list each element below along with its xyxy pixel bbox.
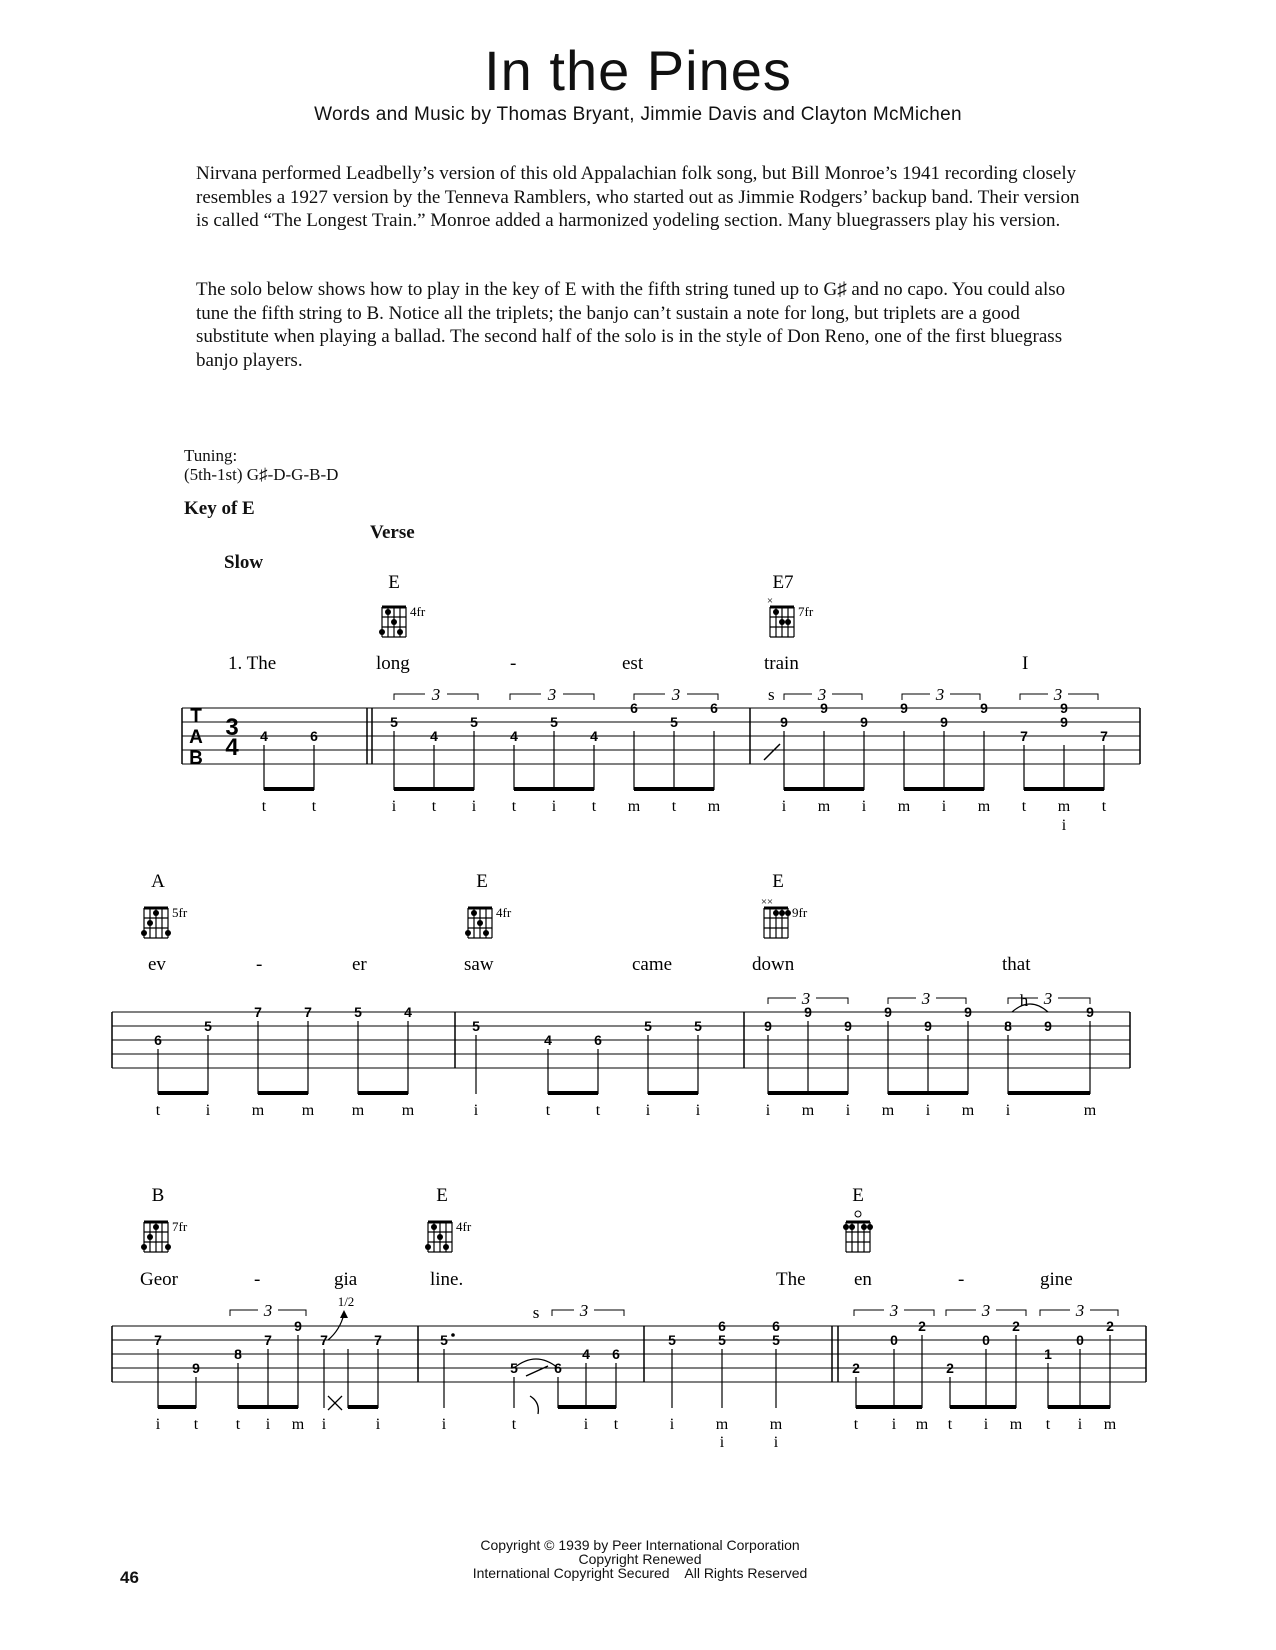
svg-text:t: t [591, 798, 597, 815]
time-signature-top: 3 [225, 714, 239, 741]
svg-text:gia: gia [334, 1269, 358, 1290]
svg-text:5: 5 [550, 714, 558, 730]
svg-text:t: t [947, 1416, 953, 1433]
svg-text:m: m [1009, 1416, 1023, 1433]
lyric: train [764, 653, 799, 674]
svg-text:6: 6 [310, 728, 318, 744]
svg-text:en: en [854, 1269, 872, 1290]
svg-text:2: 2 [946, 1360, 954, 1376]
svg-text:E: E [772, 871, 784, 892]
picking-fingers [156, 1416, 1117, 1451]
copyright-line: International Copyright Secured All Rights Reserved [472, 1565, 808, 1581]
svg-text:m: m [291, 1416, 305, 1433]
svg-text:3: 3 [981, 1301, 991, 1320]
svg-text:3: 3 [263, 1301, 273, 1320]
ghost-note-mark [328, 1396, 342, 1410]
beams [158, 1405, 1110, 1409]
svg-text:5: 5 [470, 714, 478, 730]
svg-text:er: er [352, 954, 367, 975]
svg-text:m: m [897, 798, 911, 815]
svg-text:0: 0 [890, 1332, 898, 1348]
svg-text:m: m [977, 798, 991, 815]
svg-text:-: - [256, 954, 263, 975]
chord-diagram-e [379, 572, 426, 637]
key-signature-label: Key of E [184, 498, 255, 519]
svg-text:6: 6 [154, 1032, 162, 1048]
svg-text:E: E [476, 871, 488, 892]
svg-text:t: t [311, 798, 317, 815]
svg-text:saw: saw [464, 954, 494, 975]
svg-text:5: 5 [668, 1332, 676, 1348]
svg-text:T: T [190, 706, 202, 727]
svg-text:0: 0 [1076, 1332, 1084, 1348]
svg-text:4: 4 [510, 728, 518, 744]
svg-text:6: 6 [630, 700, 638, 716]
svg-text:3: 3 [1053, 685, 1063, 704]
svg-text:ev: ev [148, 954, 166, 975]
svg-text:5fr: 5fr [172, 905, 188, 920]
lyrics-line [148, 954, 1031, 975]
stems [264, 731, 1104, 790]
chord-diagram-e [425, 1185, 472, 1252]
slide-mark: s [532, 1303, 540, 1322]
svg-text:6: 6 [554, 1360, 562, 1376]
muted-string-mark: × [766, 595, 774, 607]
open-string-mark [855, 1211, 861, 1217]
picking-fingers [262, 798, 1107, 834]
svg-text:i: i [719, 1434, 725, 1451]
svg-text:7: 7 [1020, 728, 1028, 744]
svg-text:i: i [471, 798, 477, 815]
svg-text:9: 9 [900, 700, 908, 716]
svg-text:3: 3 [801, 989, 811, 1008]
svg-text:i: i [321, 1416, 327, 1433]
svg-text:i: i [155, 1416, 161, 1433]
svg-text:came: came [632, 954, 673, 975]
svg-text:8: 8 [234, 1346, 242, 1362]
svg-text:9: 9 [924, 1018, 932, 1034]
svg-text:m: m [715, 1416, 729, 1433]
svg-text:m: m [251, 1102, 265, 1119]
svg-text:m: m [1083, 1102, 1097, 1119]
song-title: In the Pines [484, 39, 792, 102]
svg-text:i: i [441, 1416, 447, 1433]
svg-text:t: t [261, 798, 267, 815]
lyrics-line [228, 653, 1028, 674]
svg-text:t: t [1021, 798, 1027, 815]
svg-text:m: m [301, 1102, 315, 1119]
svg-text:7: 7 [374, 1332, 382, 1348]
svg-text:i: i [1077, 1416, 1083, 1433]
svg-text:9: 9 [980, 700, 988, 716]
svg-text:-: - [958, 1269, 965, 1290]
slide-line [764, 744, 780, 760]
fret-position: 7fr [798, 604, 814, 619]
svg-text:t: t [511, 798, 517, 815]
svg-text:9: 9 [192, 1360, 200, 1376]
svg-text:i: i [205, 1102, 211, 1119]
svg-text:0: 0 [982, 1332, 990, 1348]
svg-text:i: i [265, 1416, 271, 1433]
svg-text:-: - [254, 1269, 261, 1290]
svg-text:i: i [773, 1434, 779, 1451]
svg-text:6: 6 [710, 700, 718, 716]
svg-text:9: 9 [804, 1004, 812, 1020]
svg-text:m: m [961, 1102, 975, 1119]
svg-text:2: 2 [1012, 1318, 1020, 1334]
intro-paragraph-2: The solo below shows how to play in the key of E with the fifth string tuned up to G♯ and no capo. You could also tune the fifth string to B. Notice all the triplets; the banjo can’t sustain a note for long, but triplets are a good substitute when playing a ballad. The second half of the solo is in the style of Don Reno, one of the first bluegrass banjo players. [196, 279, 1066, 371]
beams [158, 1091, 1090, 1095]
svg-text:2: 2 [852, 1360, 860, 1376]
tempo-label: Slow [224, 552, 264, 573]
svg-text:4: 4 [430, 728, 438, 744]
svg-text:t: t [511, 1416, 517, 1433]
tab-clef [189, 706, 239, 769]
svg-text:7fr: 7fr [172, 1219, 188, 1234]
lyrics-line [140, 1269, 1073, 1290]
svg-text:4fr: 4fr [456, 1219, 472, 1234]
svg-text:7: 7 [254, 1004, 262, 1020]
svg-text:i: i [781, 798, 787, 815]
picking-fingers [156, 1102, 1097, 1119]
time-signature-bottom: 4 [225, 734, 239, 761]
svg-text:t: t [853, 1416, 859, 1433]
svg-text:t: t [1045, 1416, 1051, 1433]
slide-mark: s [768, 685, 775, 704]
svg-text:i: i [551, 798, 557, 815]
chord-diagram-e [465, 871, 512, 938]
svg-text:m: m [801, 1102, 815, 1119]
bend-amount: 1/2 [337, 1294, 355, 1309]
svg-text:5: 5 [644, 1018, 652, 1034]
hammer-on-mark: h [1019, 991, 1029, 1010]
svg-text:t: t [671, 798, 677, 815]
svg-text:i: i [1061, 817, 1067, 834]
svg-text:9: 9 [780, 714, 788, 730]
tab-staff [112, 1012, 1130, 1068]
svg-text:i: i [845, 1102, 851, 1119]
svg-text:i: i [891, 1416, 897, 1433]
svg-text:9: 9 [940, 714, 948, 730]
svg-text:5: 5 [390, 714, 398, 730]
svg-text:×: × [760, 896, 768, 908]
svg-text:5: 5 [718, 1332, 726, 1348]
svg-text:7: 7 [1100, 728, 1108, 744]
svg-text:i: i [1005, 1102, 1011, 1119]
stems [158, 1021, 1090, 1094]
svg-text:m: m [915, 1416, 929, 1433]
tab-staff [182, 708, 1140, 764]
svg-text:7: 7 [264, 1332, 272, 1348]
svg-text:m: m [401, 1102, 415, 1119]
svg-text:down: down [752, 954, 795, 975]
svg-text:5: 5 [440, 1332, 448, 1348]
svg-text:i: i [669, 1416, 675, 1433]
svg-text:3: 3 [935, 685, 945, 704]
svg-text:3: 3 [1043, 989, 1053, 1008]
chord-diagram-e-9fr [761, 871, 808, 938]
svg-text:i: i [983, 1416, 989, 1433]
svg-text:t: t [431, 798, 437, 815]
svg-text:3: 3 [1075, 1301, 1085, 1320]
svg-text:9: 9 [884, 1004, 892, 1020]
tuning-value: (5th-1st) G♯-D-G-B-D [184, 465, 339, 484]
svg-text:m: m [707, 798, 721, 815]
svg-text:i: i [695, 1102, 701, 1119]
svg-text:m: m [769, 1416, 783, 1433]
svg-text:6: 6 [772, 1318, 780, 1334]
chord-name: E [388, 572, 400, 593]
chord-name: E7 [772, 572, 794, 593]
system-2 [112, 871, 1130, 1119]
svg-text:5: 5 [670, 714, 678, 730]
svg-text:5: 5 [772, 1332, 780, 1348]
song-credits: Words and Music by Thomas Bryant, Jimmie Davis and Clayton McMichen [314, 104, 962, 125]
svg-text:3: 3 [547, 685, 557, 704]
svg-text:i: i [375, 1416, 381, 1433]
svg-text:9fr: 9fr [792, 905, 808, 920]
svg-text:4: 4 [544, 1032, 552, 1048]
svg-text:9: 9 [294, 1318, 302, 1334]
svg-text:3: 3 [889, 1301, 899, 1320]
svg-text:The: The [776, 1269, 806, 1290]
section-label: Verse [370, 522, 415, 543]
stems [158, 1335, 1110, 1408]
svg-text:4: 4 [404, 1004, 412, 1020]
svg-text:2: 2 [1106, 1318, 1114, 1334]
svg-text:E: E [852, 1185, 864, 1206]
lyric: long [376, 653, 410, 674]
svg-text:3: 3 [817, 685, 827, 704]
tuning-label: Tuning: [184, 446, 238, 465]
copyright-line: Copyright Renewed [578, 1551, 702, 1567]
svg-text:that: that [1002, 954, 1031, 975]
svg-text:t: t [193, 1416, 199, 1433]
beams [264, 787, 1104, 791]
svg-text:9: 9 [1060, 700, 1068, 716]
svg-text:B: B [151, 1185, 165, 1206]
svg-text:A: A [189, 727, 203, 748]
svg-text:3: 3 [921, 989, 931, 1008]
svg-text:i: i [925, 1102, 931, 1119]
svg-text:t: t [595, 1102, 601, 1119]
svg-text:A: A [151, 871, 165, 892]
tie-arc [1012, 1004, 1048, 1012]
svg-text:9: 9 [1060, 714, 1068, 730]
svg-text:4: 4 [590, 728, 598, 744]
lyric: I [1022, 653, 1029, 674]
svg-text:m: m [817, 798, 831, 815]
system-3 [112, 1185, 1146, 1451]
svg-text:i: i [391, 798, 397, 815]
svg-text:5: 5 [204, 1018, 212, 1034]
svg-text:2: 2 [918, 1318, 926, 1334]
svg-text:9: 9 [860, 714, 868, 730]
svg-text:t: t [235, 1416, 241, 1433]
svg-text:t: t [1101, 798, 1107, 815]
system-1 [182, 572, 1140, 834]
svg-text:4: 4 [260, 728, 268, 744]
svg-text:7: 7 [320, 1332, 328, 1348]
svg-text:i: i [473, 1102, 479, 1119]
svg-text:4: 4 [582, 1346, 590, 1362]
lyric: 1. The [228, 653, 277, 674]
svg-text:m: m [1057, 798, 1071, 815]
svg-text:8: 8 [1004, 1018, 1012, 1034]
svg-text:m: m [1103, 1416, 1117, 1433]
svg-text:9: 9 [1044, 1018, 1052, 1034]
svg-text:i: i [861, 798, 867, 815]
svg-text:6: 6 [594, 1032, 602, 1048]
svg-text:3: 3 [431, 685, 441, 704]
dotted-note [451, 1333, 455, 1337]
svg-text:B: B [189, 748, 203, 769]
svg-text:9: 9 [844, 1018, 852, 1034]
copyright-notice [380, 1538, 900, 1580]
svg-text:i: i [645, 1102, 651, 1119]
lyric: - [510, 653, 517, 674]
triplet-brackets [394, 694, 1098, 700]
svg-text:E: E [436, 1185, 448, 1206]
svg-text:×: × [766, 896, 774, 908]
svg-text:i: i [941, 798, 947, 815]
svg-text:7: 7 [154, 1332, 162, 1348]
svg-text:6: 6 [612, 1346, 620, 1362]
svg-text:m: m [627, 798, 641, 815]
svg-text:i: i [765, 1102, 771, 1119]
svg-text:9: 9 [1086, 1004, 1094, 1020]
svg-text:9: 9 [764, 1018, 772, 1034]
svg-text:5: 5 [354, 1004, 362, 1020]
tie-arc [514, 1359, 558, 1368]
svg-text:5: 5 [510, 1360, 518, 1376]
svg-text:7: 7 [304, 1004, 312, 1020]
svg-text:3: 3 [671, 685, 681, 704]
svg-text:5: 5 [694, 1018, 702, 1034]
intro-paragraph-1: Nirvana performed Leadbelly’s version of this old Appalachian folk song, but Bill Monroe’s 1941 recording closely resembles a 1927 version by the Tenneva Ramblers, who started out as Jimmie Rodgers’ backup band. Their version is called “The Longest Train.” Monroe added a harmonized yodeling section. Many bluegrassers play his version. [196, 163, 1080, 231]
svg-text:t: t [613, 1416, 619, 1433]
svg-text:5: 5 [472, 1018, 480, 1034]
chord-diagram-a [141, 871, 188, 938]
svg-text:line.: line. [430, 1269, 464, 1290]
chord-diagram-e-open [843, 1185, 873, 1252]
grace-note-flag [530, 1396, 538, 1414]
svg-text:t: t [545, 1102, 551, 1119]
svg-text:9: 9 [820, 700, 828, 716]
page-number: 46 [120, 1568, 139, 1587]
fret-position: 4fr [410, 604, 426, 619]
svg-text:4fr: 4fr [496, 905, 512, 920]
svg-text:3: 3 [579, 1301, 589, 1320]
chord-diagram-b [141, 1185, 188, 1252]
lyric: est [622, 653, 644, 674]
svg-text:6: 6 [718, 1318, 726, 1334]
svg-text:i: i [583, 1416, 589, 1433]
svg-text:Geor: Geor [140, 1269, 178, 1290]
svg-text:gine: gine [1040, 1269, 1073, 1290]
svg-text:9: 9 [964, 1004, 972, 1020]
svg-text:1: 1 [1044, 1346, 1052, 1362]
svg-text:t: t [155, 1102, 161, 1119]
svg-text:m: m [351, 1102, 365, 1119]
copyright-line: Copyright © 1939 by Peer International Corporation [480, 1537, 800, 1553]
chord-diagram-e7 [767, 572, 814, 637]
svg-text:m: m [881, 1102, 895, 1119]
